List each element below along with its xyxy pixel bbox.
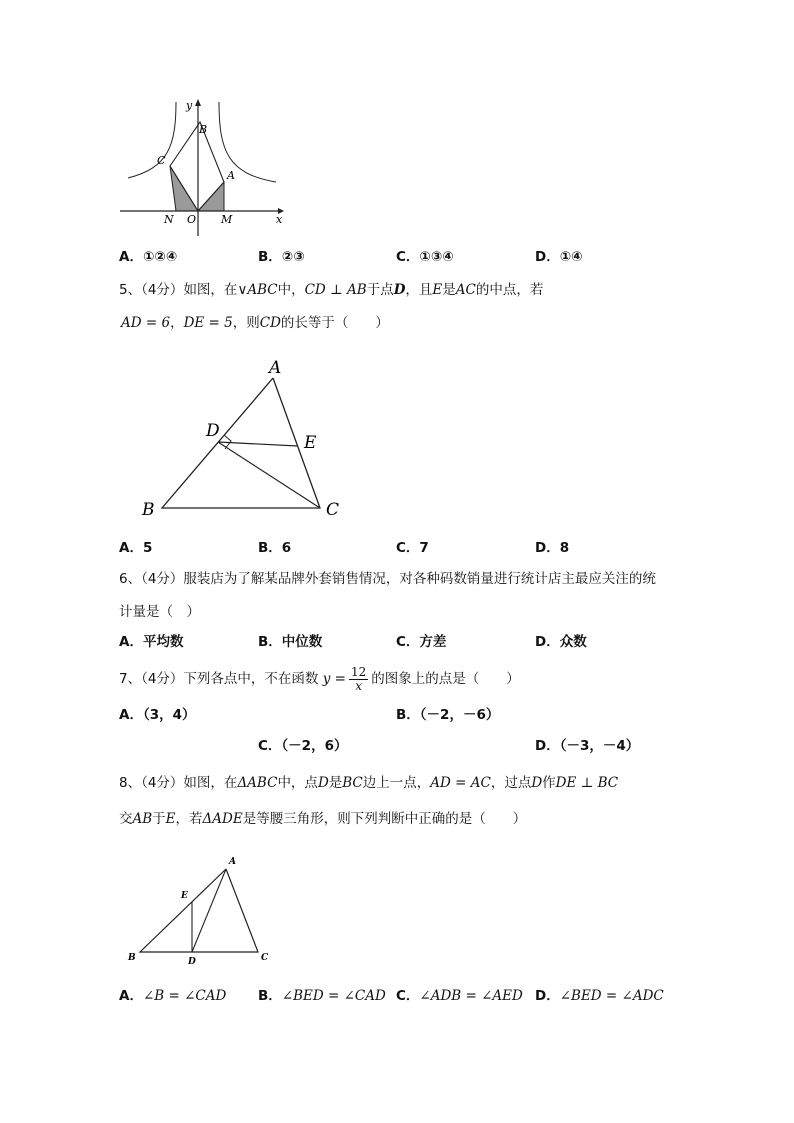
label-E: E — [181, 891, 188, 901]
label-O: O — [187, 213, 197, 226]
q6-option-c[interactable]: C．方差 — [396, 634, 447, 650]
q5-option-d[interactable]: D．8 — [535, 540, 570, 556]
q8-triangle-figure — [122, 852, 282, 968]
q5-triangle-figure — [136, 350, 356, 528]
hyperbola-left — [128, 102, 176, 178]
label-E: E — [304, 433, 317, 453]
q8-option-c[interactable]: C．∠ADB = ∠AED — [396, 988, 523, 1004]
q5-option-c[interactable]: C．7 — [396, 540, 429, 556]
q8-option-d[interactable]: D．∠BED = ∠ADC — [535, 988, 664, 1004]
label-N: N — [164, 213, 174, 226]
q6-stem-line2: 计量是（ ） — [119, 604, 200, 620]
triangle-abc — [140, 869, 258, 952]
label-C: C — [326, 500, 340, 520]
label-D: D — [206, 421, 220, 441]
segment-ad — [192, 869, 226, 952]
label-x: x — [276, 213, 283, 226]
q8-option-b[interactable]: B．∠BED = ∠CAD — [258, 988, 386, 1004]
label-B: B — [142, 500, 155, 520]
label-A: A — [229, 857, 236, 867]
label-B: B — [128, 953, 136, 963]
q6-stem-line1: 6、（4分）服装店为了解某品牌外套销售情况，对各种码数销量进行统计店主最应关注的统 — [119, 571, 656, 587]
q5-option-b[interactable]: B．6 — [258, 540, 292, 556]
q6-option-b[interactable]: B．中位数 — [258, 634, 323, 650]
function-lhs: y = — [322, 671, 346, 687]
q5-stem-line2: AD = 6，DE = 5，则CD的长等于（ ） — [121, 315, 389, 331]
label-C: C — [261, 953, 269, 963]
q4-option-b[interactable]: B．②③ — [258, 249, 305, 265]
label-D: D — [188, 957, 196, 967]
q6-option-d[interactable]: D．众数 — [535, 634, 587, 650]
label-y: y — [186, 99, 193, 112]
q7-option-b[interactable]: B．（－2，－6） — [396, 707, 500, 723]
q6-option-a[interactable]: A．平均数 — [119, 634, 184, 650]
q4-option-c[interactable]: C．①③④ — [396, 249, 454, 265]
q4-option-d[interactable]: D．①④ — [535, 249, 583, 265]
q7-option-a[interactable]: A．（3，4） — [119, 707, 196, 723]
q8-stem-line1: 8、（4分）如图，在ΔABC中，点D是BC边上一点，AD = AC，过点D作DE ⊥ BC — [119, 775, 619, 791]
label-A: A — [269, 358, 282, 378]
label-B: B — [199, 123, 208, 136]
q4-hyperbola-figure — [118, 96, 288, 238]
label-C: C — [157, 154, 166, 167]
label-M: M — [221, 213, 233, 226]
function-fraction: $\frac{12}{x}$ — [350, 664, 367, 693]
q4-option-a[interactable]: A．①②④ — [119, 249, 178, 265]
label-A: A — [227, 169, 235, 182]
q8-option-a[interactable]: A．∠B = ∠CAD — [119, 988, 227, 1004]
q8-stem-line2: 交AB于E，若ΔADE是等腰三角形，则下列判断中正确的是（ ） — [119, 811, 527, 827]
q5-option-a[interactable]: A．5 — [119, 540, 153, 556]
q7-option-c[interactable]: C．（－2，6） — [258, 738, 348, 754]
q7-stem: 7、（4分）下列各点中，不在函数 y = $\frac{12}{x}$ 的图象上的点是（ ） — [119, 664, 520, 693]
q5-stem-line1: 5、（4分）如图，在∨ABC中，CD ⊥ AB于点D，且E是AC的中点，若 — [119, 282, 544, 298]
q7-option-d[interactable]: D．（－3，－4） — [535, 738, 640, 754]
